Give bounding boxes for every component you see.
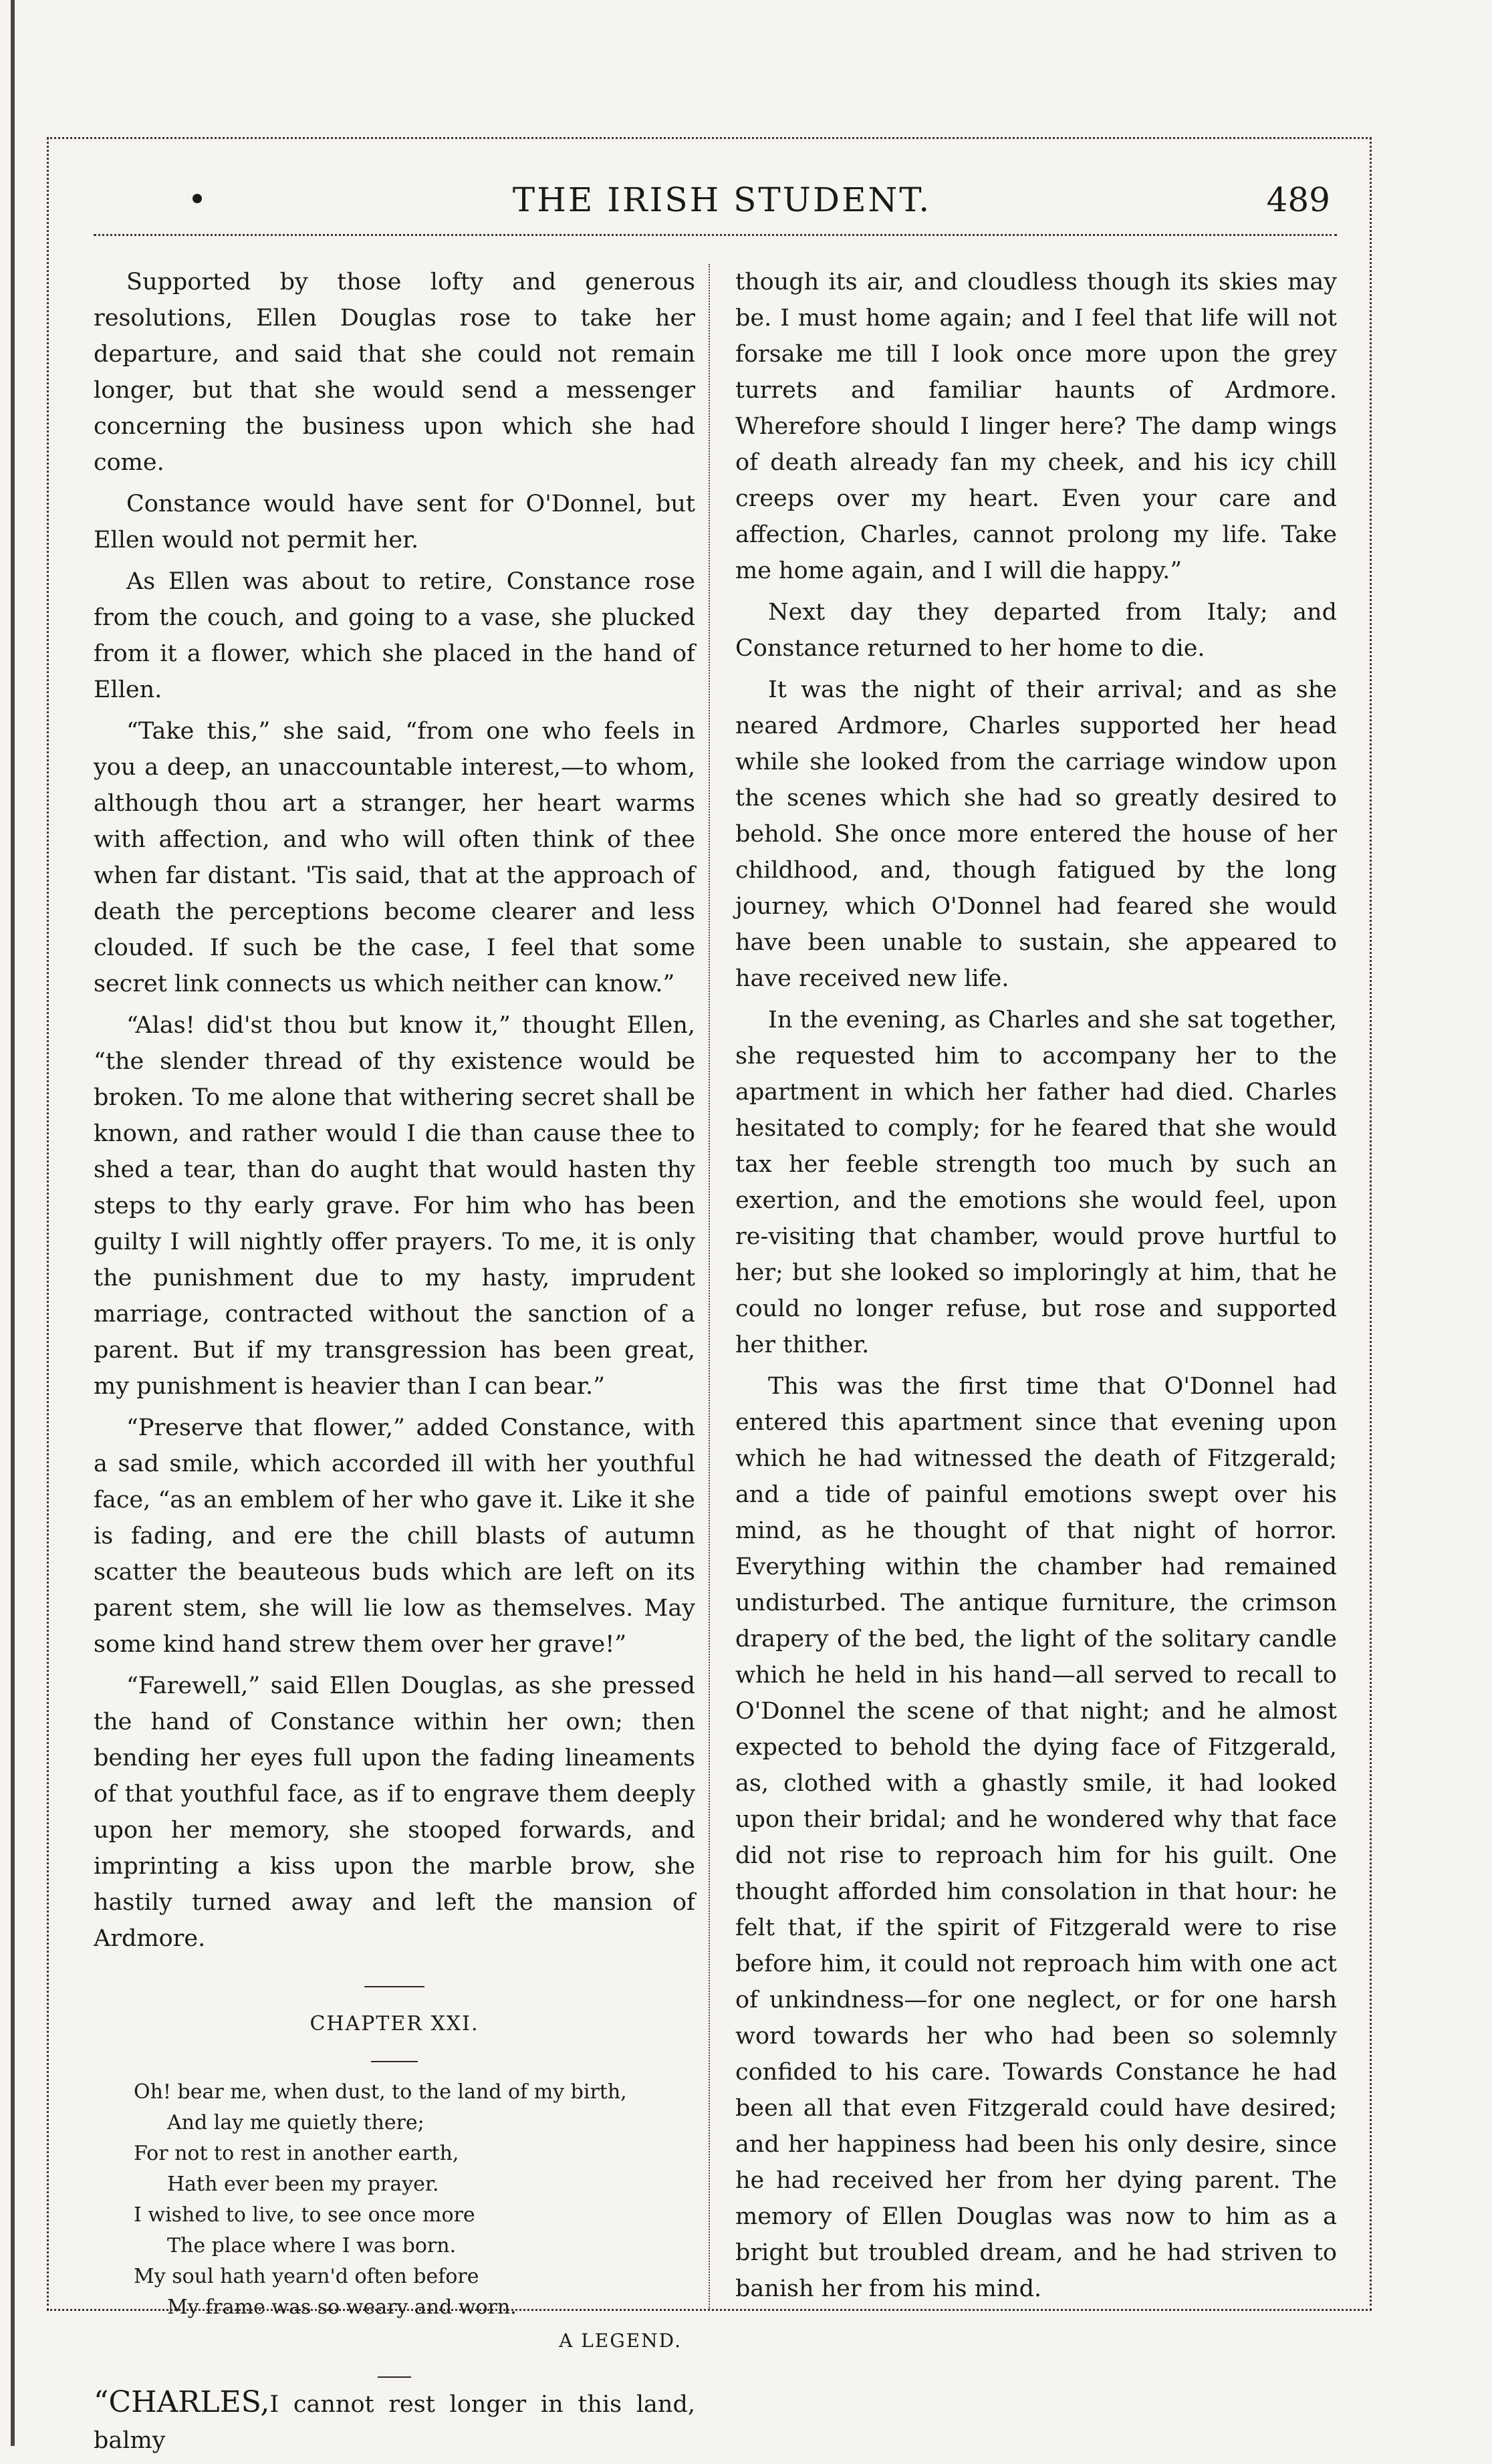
header-rule — [94, 234, 1337, 236]
paragraph: It was the night of their arrival; and as she neared Ardmore, Charles supported her head while she looked from the carriage window upon the scenes which she had so greatly desired to behold. She once more entered the house of her childhood, and, though fatigued by the long journey, which O'Donnel had feared she would have been unable to sustain, she appeared to have received new life. — [735, 676, 1337, 992]
paragraph: though its air, and cloudless though its skies may be. I must home again; and I feel that life will not forsake me till I look once more upon the grey turrets and familiar haunts of Ardmore. Wherefore should I linger here? The damp wings of death already fan my cheek, and his icy chill creeps over my heart. Even your care and affection, Charles, cannot prolong my life. Take me home again, and I will die happy.” — [735, 269, 1337, 584]
poem-line: And lay me quietly there; — [167, 2111, 424, 2134]
poem-line: The place where I was born. — [167, 2234, 457, 2257]
paragraph: Next day they departed from Italy; and Constance returned to her home to die. — [735, 599, 1337, 662]
chapter-rule — [364, 1986, 424, 1987]
paragraph: “Preserve that flower,” added Constance, with a sad smile, which accorded ill with her youthful face, “as an emblem of her who gave it. Like it she is fading, and ere the chill blasts of autumn scatter the beauteous buds which are left on its parent stem, she will lie low as themselves. May some kind hand strew them over her grave!” — [94, 1414, 695, 1658]
paragraph: As Ellen was about to retire, Constance rose from the couch, and going to a vase, she plucked from it a flower, which she placed in the hand of Ellen. — [94, 568, 695, 703]
paragraph: In the evening, as Charles and she sat together, she requested him to accompany her to the apartment in which her father had died. Charles hesitated to comply; for he feared that she would tax her feeble strength too much by such an exertion, and the emotions she would feel, upon re-visiting that chamber, would prove hurtful to her; but she looked so imploringly at him, that he could no longer refuse, but rose and supported her thither. — [735, 1007, 1337, 1358]
running-header — [94, 167, 1350, 227]
left-column — [94, 264, 695, 2464]
running-title: THE IRISH STUDENT. — [512, 180, 932, 219]
epigraph-poem — [134, 2077, 695, 2323]
page-edge-line — [11, 0, 15, 2446]
right-column — [735, 264, 1337, 2312]
column-divider — [709, 264, 710, 2310]
poem-line: For not to rest in another earth, — [134, 2142, 459, 2165]
paragraph: Supported by those lofty and generous resolutions, Ellen Douglas rose to take her departure, and said that she could not remain longer, but that she would send a messenger concerning the business upon which she had come. — [94, 269, 695, 476]
chapter-heading: CHAPTER XXI. — [309, 2012, 479, 2036]
paragraph: Constance would have sent for O'Donnel, but Ellen would not permit her. — [94, 491, 695, 553]
page-number: 489 — [1266, 180, 1330, 219]
paragraph: This was the first time that O'Donnel had entered this apartment since that evening upon which he had witnessed the death of Fitzgerald; and a tide of painful emotions swept over his mind, as he thought of that night of horror. Everything within the chamber had remained undisturbed. The antique furniture, the crimson drapery of the bed, the light of the solitary candle which he held in his hand—all served to recall to O'Donnel the scene of that night; and he almost expected to behold the dying face of Fitzgerald, as, clothed with a ghastly smile, it had looked upon their bridal; and he wondered why that face did not rise to reproach him for his guilt. One thought afforded him consolation in that hour: he felt that, if the spirit of Fitzgerald were to rise before him, it could not reproach him with one act of unkindness—for one neglect, or for one harsh word towards her who had been so solemnly confided to his care. Towards Constance he had been all that even Fitzgerald could have desired; and her happiness had been his only desire, since he had received her from her dying parent. The memory of Ellen Douglas was now to him as a bright but troubled dream, and he had striven to banish her from his mind. — [735, 1373, 1337, 2302]
chapter-heading-block — [94, 1986, 695, 2062]
chapter-opening-paragraph — [94, 2384, 695, 2459]
paragraph: “Farewell,” said Ellen Douglas, as she pressed the hand of Constance within her own; then bending her eyes full upon the fading lineaments of that youthful face, as if to engrave them deeply upon her memory, she stooped forwards, and imprinting a kiss upon the marble brow, she hastily turned away and left the mansion of Ardmore. — [94, 1673, 695, 1952]
chapter-rule — [371, 2061, 418, 2062]
poem-line: I wished to live, to see once more — [134, 2203, 475, 2227]
poem-attribution: A LEGEND. — [559, 2330, 682, 2352]
poem-line: My soul hath yearn'd often before — [134, 2265, 479, 2288]
paragraph: “Take this,” she said, “from one who feels in you a deep, an unaccountable interest,—to whom, although thou art a stranger, her heart warms with affection, and who will often think of thee when far distant. 'Tis said, that at the approach of death the perceptions become clearer and less clouded. If such be the case, I feel that some secret link connects us which neither can know.” — [94, 718, 695, 997]
paragraph: “Alas! did'st thou but know it,” thought Ellen, “the slender thread of thy existence would be broken. To me alone that withering secret shall be known, and rather would I die than cause thee to shed a tear, than do aught that would hasten thy steps to thy early grave. For him who has been guilty I will nightly offer prayers. To me, it is only the punishment due to my hasty, imprudent marriage, contracted without the sanction of a parent. But if my transgression has been great, my punishment is heavier than I can bear.” — [94, 1012, 695, 1400]
poem-line: Hath ever been my prayer. — [167, 2173, 439, 2196]
section-rule — [378, 2376, 411, 2378]
opening-word: “CHARLES, — [94, 2385, 270, 2419]
poem-line: My frame was so weary and worn. — [167, 2296, 517, 2319]
opening-text: I cannot rest longer in this land, balmy — [94, 2391, 695, 2454]
poem-line: Oh! bear me, when dust, to the land of my birth, — [134, 2080, 627, 2104]
